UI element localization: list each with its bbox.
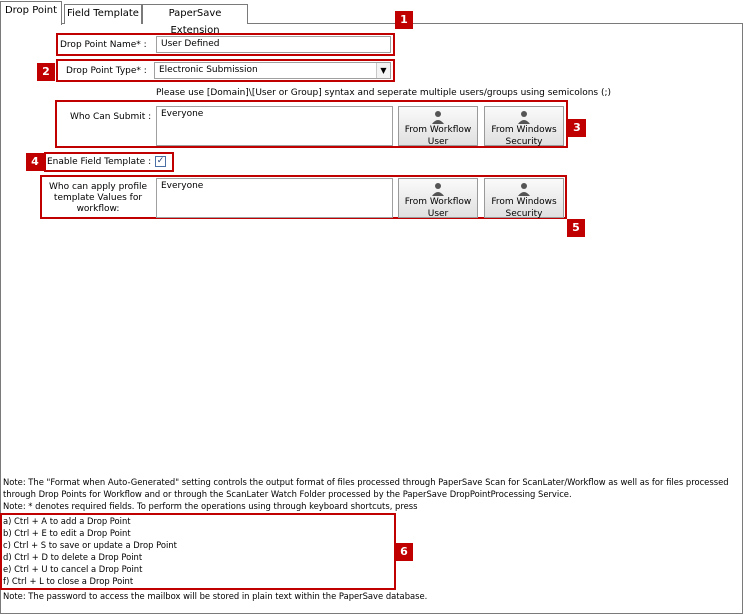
drop-point-type-label: Drop Point Type* : [66,66,147,76]
callout-badge-1: 1 [395,11,413,29]
shortcut-item: a) Ctrl + A to add a Drop Point [3,516,131,526]
who-can-apply-input[interactable]: Everyone [156,178,393,218]
drop-point-type-value: Electronic Submission [159,65,258,75]
enable-field-template-checkbox[interactable] [155,156,166,167]
from-windows-security-label: From Windows Security [491,125,557,147]
drop-point-name-input[interactable]: User Defined [156,36,391,53]
drop-point-name-label: Drop Point Name* : [60,40,147,50]
user-icon [517,110,531,124]
required-fields-note: Note: * denotes required fields. To perform the operations using through keyboard shortcuts, press [3,501,418,511]
callout-badge-2: 2 [37,63,55,81]
tab-papersave-extension[interactable]: PaperSave Extension [142,4,248,24]
callout-badge-4: 4 [26,153,44,171]
shortcut-item: b) Ctrl + E to edit a Drop Point [3,528,131,538]
from-workflow-user-label: From Workflow User [404,125,472,147]
callout-badge-3: 3 [568,119,586,137]
from-workflow-user-label: From Workflow User [404,197,472,219]
tab-drop-point[interactable]: Drop Point [0,1,62,25]
user-icon [517,182,531,196]
format-note-line-1: Note: The "Format when Auto-Generated" setting controls the output format of files processed through PaperSave Scan for ScanLater/Workflow as well as for files processed [3,477,729,487]
who-can-apply-label: Who can apply profile template Values for workflow: [48,182,148,214]
format-note-line-2: through Drop Points for Workflow and or through the ScanLater Watch Folder processed by the PaperSave DropPointProcessing Service. [3,489,572,499]
callout-badge-6: 6 [395,543,413,561]
tab-bar [0,0,743,36]
from-workflow-user-button-1[interactable] [398,106,478,146]
password-note: Note: The password to access the mailbox will be stored in plain text within the PaperSave database. [3,591,428,601]
tab-field-template[interactable]: Field Template [64,4,142,24]
shortcut-item: d) Ctrl + D to delete a Drop Point [3,552,143,562]
enable-field-template-label: Enable Field Template : [47,157,152,167]
user-icon [431,182,445,196]
from-windows-security-label: From Windows Security [491,197,557,219]
who-can-submit-label: Who Can Submit : [70,112,152,122]
from-windows-security-button-1[interactable] [484,106,564,146]
shortcut-item: c) Ctrl + S to save or update a Drop Point [3,540,177,550]
shortcut-item: f) Ctrl + L to close a Drop Point [3,576,134,586]
checkmark-icon: ✓ [156,156,165,166]
who-can-submit-input[interactable]: Everyone [156,106,393,146]
from-windows-security-button-2[interactable] [484,178,564,218]
shortcut-item: e) Ctrl + U to cancel a Drop Point [3,564,143,574]
syntax-hint-text: Please use [Domain]\[User or Group] syntax and seperate multiple users/groups using semicolons (;) [156,88,612,98]
user-icon [431,110,445,124]
callout-badge-5: 5 [567,219,585,237]
from-workflow-user-button-2[interactable] [398,178,478,218]
chevron-down-icon[interactable]: ▼ [376,63,390,78]
drop-point-type-select[interactable] [154,62,391,79]
